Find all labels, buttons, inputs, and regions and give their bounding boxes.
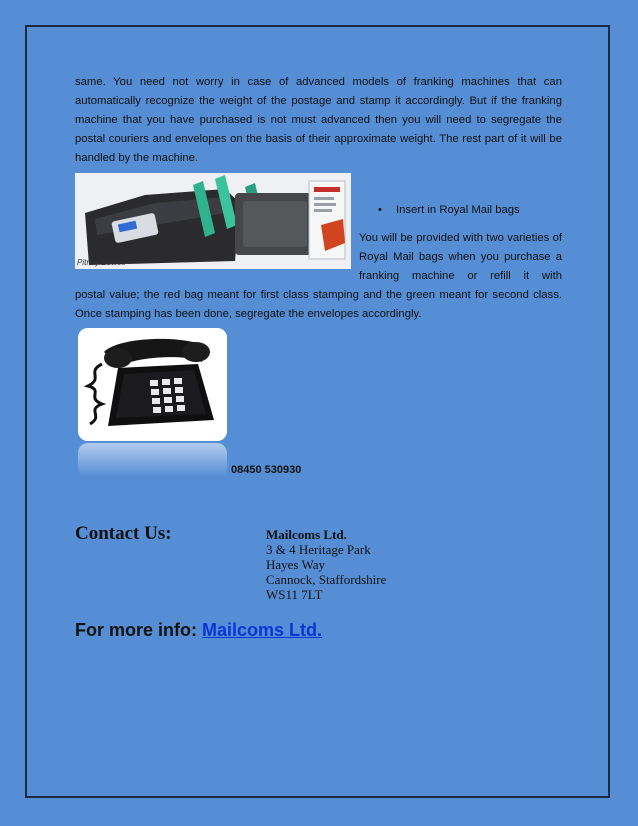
- royal-mail-paragraph-part1: You will be provided with two varieties of Royal Mail bags when you purchase a franking machine or refill it with: [359, 232, 562, 282]
- bullet-icon: •: [378, 204, 382, 216]
- royal-mail-paragraph-part2: postal value; the red bag meant for first class stamping and the green meant for second class. Once stamping has been done, segregate the envelopes accordingly.: [75, 289, 562, 320]
- contact-heading: Contact Us:: [75, 523, 172, 544]
- phone-number: 08450 530930: [231, 464, 302, 476]
- intro-paragraph: same. You need not worry in case of advanced models of franking machines that can automatically recognize the weight of the postage and stamp it accordingly. But if the franking machine that you have purchased is not must advanced then you will need to segregate the postal couriers and envelopes on the basis of their approximate weight. The rest part of it will be handled by the machine.: [75, 76, 562, 164]
- bullet-item: [378, 203, 520, 218]
- bullet-text: Insert in Royal Mail bags: [396, 204, 520, 216]
- address-line-2: Hayes Way: [266, 557, 326, 572]
- mailcoms-link[interactable]: Mailcoms Ltd.: [202, 620, 323, 640]
- telephone-image-reflection: [78, 443, 227, 477]
- more-info-line: [75, 620, 322, 641]
- contact-address: [266, 527, 386, 602]
- more-info-label: For more info:: [75, 620, 197, 640]
- telephone-image: [78, 328, 227, 441]
- postcode: WS11 7LT: [266, 587, 323, 602]
- address-line-1: 3 & 4 Heritage Park: [266, 542, 371, 557]
- company-name: Mailcoms Ltd.: [266, 527, 347, 542]
- franking-machine-image: [75, 173, 351, 269]
- address-line-3: Cannock, Staffordshire: [266, 572, 387, 587]
- machine-brand-label: Pitney Bowes: [77, 258, 126, 267]
